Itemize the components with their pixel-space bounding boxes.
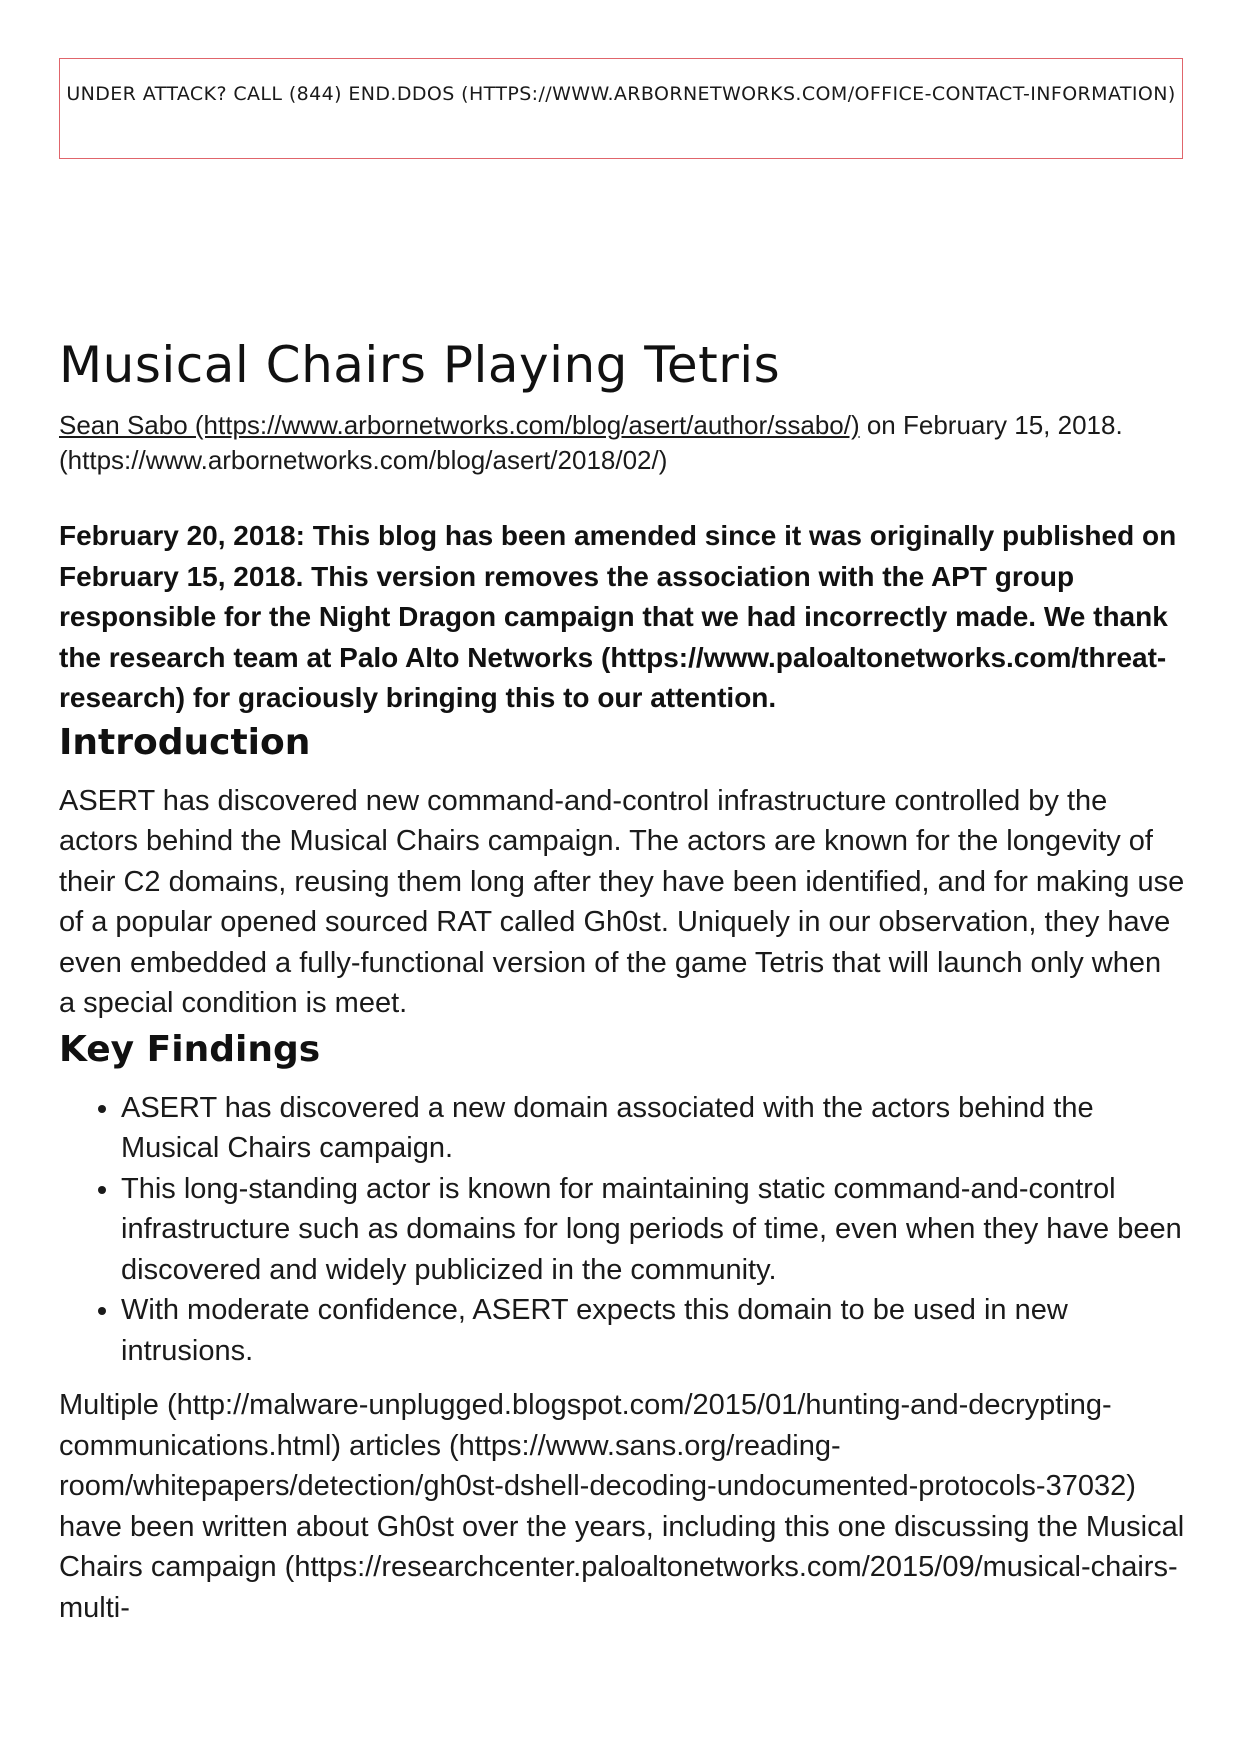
- key-findings-heading: Key Findings: [59, 1028, 321, 1070]
- publish-date-link[interactable]: on February 15, 2018. (https://www.arbornetworks.com/blog/asert/2018/02/): [59, 410, 1123, 475]
- under-attack-banner-text[interactable]: UNDER ATTACK? CALL (844) END.DDOS (HTTPS://WWW.ARBORNETWORKS.COM/OFFICE-CONTACT-INFORMATION): [66, 83, 1176, 105]
- key-findings-list: [59, 1088, 1185, 1372]
- introduction-paragraph: ASERT has discovered new command-and-control infrastructure controlled by the actors behind the Musical Chairs campaign. The actors are known for the longevity of their C2 domains, reusing them long after they have been identified, and for making use of a popular opened sourced RAT called Gh0st. Uniquely in our observation, they have even embedded a fully-functional version of the game Tetris that will launch only when a special condition is meet.: [59, 784, 1185, 1019]
- author-link[interactable]: Sean Sabo (https://www.arbornetworks.com/blog/asert/author/ssabo/): [59, 410, 860, 440]
- list-item: • ASERT has discovered a new domain associated with the actors behind the Musical Chairs campaign.: [121, 1088, 1185, 1169]
- article-title: Musical Chairs Playing Tetris: [59, 336, 781, 394]
- list-item: • This long-standing actor is known for maintaining static command-and-control infrastructure such as domains for long periods of time, even when they have been discovered and widely publicized in the community.: [121, 1169, 1185, 1291]
- byline: [59, 408, 1185, 478]
- amendment-notice: February 20, 2018: This blog has been amended since it was originally published on February 15, 2018. This version removes the association with the APT group responsible for the Night Dragon campaign that we had incorrectly made. We thank the research team at Palo Alto Networks (https://www.paloaltonetworks.com/threat-research) for graciously bringing this to our attention.: [59, 520, 1177, 713]
- introduction-heading: Introduction: [59, 721, 311, 763]
- article: [59, 330, 1185, 1628]
- list-item: • With moderate confidence, ASERT expects this domain to be used in new intrusions.: [121, 1290, 1185, 1371]
- under-attack-banner[interactable]: [59, 58, 1183, 159]
- references-paragraph: Multiple (http://malware-unplugged.blogspot.com/2015/01/hunting-and-decrypting-communications.html) articles (https://www.sans.org/reading-room/whitepapers/detection/gh0st-dshell-decoding-undocumented-protocols-37032) have been written about Gh0st over the years, including this one discussing the Musical Chairs campaign (https://researchcenter.paloaltonetworks.com/2015/09/musical-chairs-multi-: [59, 1389, 1185, 1624]
